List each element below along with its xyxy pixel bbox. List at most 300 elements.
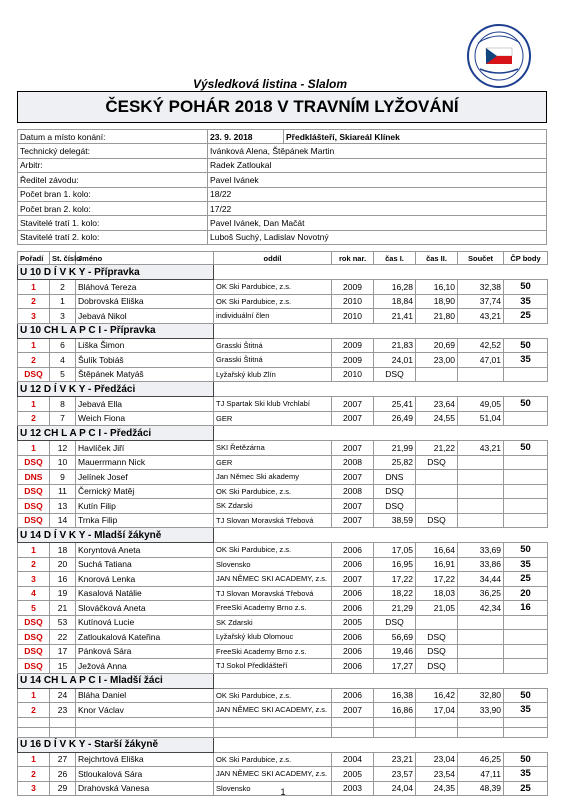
time-run-1: 21,29 <box>374 601 416 616</box>
info-value: 23. 9. 2018 <box>208 130 284 144</box>
table-row <box>18 338 548 353</box>
start-number: 12 <box>50 441 76 456</box>
start-number: 20 <box>50 557 76 572</box>
rank: 1 <box>18 338 50 353</box>
birth-year: 2005 <box>332 767 374 782</box>
club: Jan Němec Ski akademy <box>214 470 332 485</box>
time-run-2: 17,04 <box>416 703 458 718</box>
blank-cell <box>214 727 332 737</box>
time-run-1: 17,27 <box>374 659 416 674</box>
time-run-2: DSQ <box>416 513 458 528</box>
info-label: Počet bran 2. kolo: <box>18 201 208 215</box>
info-row <box>18 187 547 201</box>
table-row <box>18 644 548 659</box>
blank-cell <box>332 717 374 727</box>
time-run-1: DSQ <box>374 367 416 382</box>
table-row <box>18 557 548 572</box>
table-row <box>18 353 548 368</box>
cup-points: 50 <box>504 752 548 767</box>
results-table <box>17 251 548 796</box>
category-name: U 16 D Í V K Y - Starší žákyně <box>18 737 214 752</box>
time-run-1: 56,69 <box>374 630 416 645</box>
time-total <box>458 630 504 645</box>
birth-year: 2007 <box>332 470 374 485</box>
info-row <box>18 201 547 215</box>
time-total: 33,90 <box>458 703 504 718</box>
time-total <box>458 513 504 528</box>
cup-points: 50 <box>504 688 548 703</box>
athlete-name: Šulík Tobiáš <box>76 353 214 368</box>
time-total: 32,38 <box>458 280 504 295</box>
rank: 3 <box>18 309 50 324</box>
time-run-2: 21,05 <box>416 601 458 616</box>
time-total: 34,44 <box>458 572 504 587</box>
birth-year: 2010 <box>332 309 374 324</box>
table-row <box>18 470 548 485</box>
start-number: 17 <box>50 644 76 659</box>
category-name: U 12 CH L A P C I - Předžáci <box>18 426 214 441</box>
time-run-2: 16,42 <box>416 688 458 703</box>
blank-cell <box>214 717 332 727</box>
time-total: 36,25 <box>458 586 504 601</box>
category-header-row <box>18 265 548 280</box>
start-number: 14 <box>50 513 76 528</box>
athlete-name: Jebavá Ella <box>76 397 214 412</box>
category-name: U 12 D Í V K Y - Předžáci <box>18 382 214 397</box>
info-label: Technický delegát: <box>18 144 208 158</box>
rank: DSQ <box>18 513 50 528</box>
time-run-1: 21,83 <box>374 338 416 353</box>
athlete-name: Slováčková Aneta <box>76 601 214 616</box>
time-run-2: DSQ <box>416 659 458 674</box>
birth-year: 2006 <box>332 659 374 674</box>
time-run-2: 21,22 <box>416 441 458 456</box>
athlete-name: Knorová Lenka <box>76 572 214 587</box>
time-run-1: DSQ <box>374 615 416 630</box>
time-run-2: 18,90 <box>416 294 458 309</box>
cup-points <box>504 644 548 659</box>
category-spacer <box>214 737 548 752</box>
birth-year: 2007 <box>332 397 374 412</box>
athlete-name: Štěpánek Matyáš <box>76 367 214 382</box>
time-total: 43,21 <box>458 441 504 456</box>
column-header: Součet <box>458 252 504 265</box>
time-run-2: DSQ <box>416 644 458 659</box>
rank: 1 <box>18 397 50 412</box>
rank: 2 <box>18 411 50 426</box>
info-row <box>18 144 547 158</box>
info-label: Stavitelé tratí 1. kolo: <box>18 216 208 230</box>
time-run-1: 18,84 <box>374 294 416 309</box>
time-total: 43,21 <box>458 309 504 324</box>
blank-cell <box>76 727 214 737</box>
rank: 1 <box>18 441 50 456</box>
info-value: Pavel Ivánek <box>208 173 547 187</box>
category-header-row <box>18 737 548 752</box>
birth-year: 2007 <box>332 513 374 528</box>
time-run-1: 24,04 <box>374 781 416 796</box>
time-run-2: 24,55 <box>416 411 458 426</box>
start-number: 10 <box>50 455 76 470</box>
cup-points <box>504 411 548 426</box>
birth-year: 2003 <box>332 781 374 796</box>
blank-cell <box>18 727 50 737</box>
birth-year: 2006 <box>332 543 374 558</box>
club: GER <box>214 455 332 470</box>
start-number: 8 <box>50 397 76 412</box>
start-number: 5 <box>50 367 76 382</box>
info-label: Arbitr: <box>18 158 208 172</box>
rank: DSQ <box>18 615 50 630</box>
table-row <box>18 499 548 514</box>
time-total <box>458 499 504 514</box>
category-header-row <box>18 382 548 397</box>
table-row <box>18 294 548 309</box>
start-number: 1 <box>50 294 76 309</box>
athlete-name: Černický Matěj <box>76 484 214 499</box>
table-row <box>18 543 548 558</box>
time-total <box>458 367 504 382</box>
club: JAN NĚMEC SKI ACADEMY, z.s. <box>214 767 332 782</box>
athlete-name: Stloukalová Sára <box>76 767 214 782</box>
blank-cell <box>50 727 76 737</box>
cup-points: 50 <box>504 543 548 558</box>
birth-year: 2006 <box>332 630 374 645</box>
time-total <box>458 644 504 659</box>
blank-row <box>18 727 548 737</box>
table-row <box>18 309 548 324</box>
cup-points: 50 <box>504 441 548 456</box>
start-number: 11 <box>50 484 76 499</box>
club: OK Ski Pardubice, z.s. <box>214 294 332 309</box>
cup-points <box>504 499 548 514</box>
athlete-name: Trnka Filip <box>76 513 214 528</box>
club: SK Zdarski <box>214 615 332 630</box>
column-header: rok nar. <box>332 252 374 265</box>
blank-cell <box>18 717 50 727</box>
info-row <box>18 130 547 144</box>
birth-year: 2010 <box>332 367 374 382</box>
table-row <box>18 601 548 616</box>
info-value: 18/22 <box>208 187 547 201</box>
birth-year: 2008 <box>332 484 374 499</box>
category-name: U 10 CH L A P C I - Přípravka <box>18 323 214 338</box>
time-run-1: DNS <box>374 470 416 485</box>
birth-year: 2009 <box>332 280 374 295</box>
info-extra: Předklášteří, Skiareál Klínek <box>284 130 547 144</box>
time-run-2: 21,80 <box>416 309 458 324</box>
time-run-2: 16,64 <box>416 543 458 558</box>
time-run-2: DSQ <box>416 630 458 645</box>
table-row <box>18 367 548 382</box>
birth-year: 2006 <box>332 644 374 659</box>
cup-points <box>504 367 548 382</box>
cup-points <box>504 484 548 499</box>
race-info-table <box>17 129 547 245</box>
category-header-row <box>18 528 548 543</box>
athlete-name: Drahovská Vanesa <box>76 781 214 796</box>
time-run-2: 23,54 <box>416 767 458 782</box>
table-row <box>18 688 548 703</box>
rank: DNS <box>18 470 50 485</box>
time-total <box>458 470 504 485</box>
time-total: 47,01 <box>458 353 504 368</box>
info-value: 17/22 <box>208 201 547 215</box>
cup-points: 20 <box>504 586 548 601</box>
category-spacer <box>214 528 548 543</box>
athlete-name: Kutínová Lucie <box>76 615 214 630</box>
athlete-name: Zatloukalová Kateřina <box>76 630 214 645</box>
category-spacer <box>214 265 548 280</box>
table-row <box>18 630 548 645</box>
rank: 1 <box>18 280 50 295</box>
athlete-name: Rejchrtová Eliška <box>76 752 214 767</box>
cup-points <box>504 470 548 485</box>
time-run-1: 25,41 <box>374 397 416 412</box>
time-run-2: DSQ <box>416 455 458 470</box>
blank-row <box>18 717 548 727</box>
club: OK Ski Pardubice, z.s. <box>214 280 332 295</box>
time-total: 33,69 <box>458 543 504 558</box>
athlete-name: Mauerrmann Nick <box>76 455 214 470</box>
start-number: 6 <box>50 338 76 353</box>
club: FreeSki Academy Brno z.s. <box>214 644 332 659</box>
start-number: 53 <box>50 615 76 630</box>
start-number: 7 <box>50 411 76 426</box>
blank-cell <box>374 717 416 727</box>
club: OK Ski Pardubice, z.s. <box>214 484 332 499</box>
start-number: 29 <box>50 781 76 796</box>
info-value: Pavel Ivánek, Dan Mačát <box>208 216 547 230</box>
birth-year: 2009 <box>332 353 374 368</box>
club: OK Ski Pardubice, z.s. <box>214 688 332 703</box>
time-total: 37,74 <box>458 294 504 309</box>
time-run-2: 16,10 <box>416 280 458 295</box>
time-run-2: 23,64 <box>416 397 458 412</box>
category-name: U 14 CH L A P C I - Mladší žáci <box>18 673 214 688</box>
table-row <box>18 484 548 499</box>
club: SK Zdarski <box>214 499 332 514</box>
time-run-1: 21,41 <box>374 309 416 324</box>
start-number: 18 <box>50 543 76 558</box>
table-row <box>18 659 548 674</box>
start-number: 9 <box>50 470 76 485</box>
table-row <box>18 397 548 412</box>
time-run-2 <box>416 484 458 499</box>
club: OK Ski Pardubice, z.s. <box>214 543 332 558</box>
athlete-name: Kasalová Natálie <box>76 586 214 601</box>
time-total: 42,52 <box>458 338 504 353</box>
start-number: 23 <box>50 703 76 718</box>
time-run-1: 23,57 <box>374 767 416 782</box>
time-run-2: 23,04 <box>416 752 458 767</box>
rank: 1 <box>18 688 50 703</box>
club: GER <box>214 411 332 426</box>
birth-year: 2006 <box>332 557 374 572</box>
time-total: 47,11 <box>458 767 504 782</box>
club: TJ Slovan Moravská Třebová <box>214 513 332 528</box>
birth-year: 2007 <box>332 572 374 587</box>
time-run-2: 17,22 <box>416 572 458 587</box>
category-spacer <box>214 426 548 441</box>
rank: 5 <box>18 601 50 616</box>
table-row <box>18 572 548 587</box>
info-label: Ředitel závodu: <box>18 173 208 187</box>
time-total: 48,39 <box>458 781 504 796</box>
time-run-1: 24,01 <box>374 353 416 368</box>
category-spacer <box>214 323 548 338</box>
table-header-row <box>18 252 548 265</box>
time-run-1: 17,22 <box>374 572 416 587</box>
time-run-1: 18,22 <box>374 586 416 601</box>
birth-year: 2007 <box>332 499 374 514</box>
club: Grasski Štitná <box>214 353 332 368</box>
page-number: 1 <box>280 787 286 797</box>
time-run-1: 26,49 <box>374 411 416 426</box>
cup-points: 35 <box>504 294 548 309</box>
time-run-1: 16,95 <box>374 557 416 572</box>
column-header: St. číslo <box>50 252 76 265</box>
athlete-name: Jelínek Josef <box>76 470 214 485</box>
time-total: 42,34 <box>458 601 504 616</box>
rank: 4 <box>18 586 50 601</box>
time-total: 32,80 <box>458 688 504 703</box>
cup-points: 35 <box>504 703 548 718</box>
time-run-2: 23,00 <box>416 353 458 368</box>
rank: DSQ <box>18 644 50 659</box>
time-total <box>458 615 504 630</box>
start-number: 2 <box>50 280 76 295</box>
blank-cell <box>416 717 458 727</box>
rank: 3 <box>18 781 50 796</box>
cup-points: 25 <box>504 572 548 587</box>
rank: 2 <box>18 294 50 309</box>
table-row <box>18 767 548 782</box>
start-number: 26 <box>50 767 76 782</box>
time-run-2 <box>416 615 458 630</box>
rank: 1 <box>18 543 50 558</box>
birth-year: 2004 <box>332 752 374 767</box>
cup-points: 25 <box>504 309 548 324</box>
time-run-1: 17,05 <box>374 543 416 558</box>
time-run-2 <box>416 499 458 514</box>
time-total <box>458 455 504 470</box>
document-subtitle: Výsledková listina - Slalom <box>192 77 348 91</box>
birth-year: 2006 <box>332 601 374 616</box>
info-row <box>18 158 547 172</box>
start-number: 3 <box>50 309 76 324</box>
blank-cell <box>504 717 548 727</box>
rank: DSQ <box>18 455 50 470</box>
time-run-1: 21,99 <box>374 441 416 456</box>
category-name: U 10 D Í V K Y - Přípravka <box>18 265 214 280</box>
table-row <box>18 441 548 456</box>
table-row <box>18 752 548 767</box>
athlete-name: Bláha Daniel <box>76 688 214 703</box>
rank: DSQ <box>18 484 50 499</box>
athlete-name: Suchá Tatiana <box>76 557 214 572</box>
rank: DSQ <box>18 499 50 514</box>
time-run-2: 24,35 <box>416 781 458 796</box>
category-spacer <box>214 382 548 397</box>
start-number: 27 <box>50 752 76 767</box>
cup-points: 50 <box>504 397 548 412</box>
cup-points <box>504 455 548 470</box>
rank: 2 <box>18 767 50 782</box>
document-title: ČESKÝ POHÁR 2018 V TRAVNÍM LYŽOVÁNÍ <box>17 91 547 123</box>
birth-year: 2006 <box>332 688 374 703</box>
time-total: 49,05 <box>458 397 504 412</box>
info-row <box>18 173 547 187</box>
birth-year: 2008 <box>332 455 374 470</box>
time-run-2 <box>416 367 458 382</box>
athlete-name: Havlíček Jiří <box>76 441 214 456</box>
athlete-name: Koryntová Aneta <box>76 543 214 558</box>
birth-year: 2010 <box>332 294 374 309</box>
time-total <box>458 484 504 499</box>
start-number: 4 <box>50 353 76 368</box>
time-run-1: 16,38 <box>374 688 416 703</box>
rank: DSQ <box>18 630 50 645</box>
blank-cell <box>50 717 76 727</box>
club: TJ Slovan Moravská Třebová <box>214 586 332 601</box>
club: JAN NĚMEC SKI ACADEMY, z.s. <box>214 703 332 718</box>
cup-points: 16 <box>504 601 548 616</box>
athlete-name: Knor Václav <box>76 703 214 718</box>
birth-year: 2006 <box>332 586 374 601</box>
cup-points <box>504 630 548 645</box>
info-value: Luboš Suchý, Ladislav Novotný <box>208 230 547 244</box>
cup-points: 50 <box>504 280 548 295</box>
rank: 2 <box>18 557 50 572</box>
category-header-row <box>18 323 548 338</box>
time-run-1: DSQ <box>374 484 416 499</box>
start-number: 13 <box>50 499 76 514</box>
time-run-1: DSQ <box>374 499 416 514</box>
athlete-name: Ježová Anna <box>76 659 214 674</box>
category-spacer <box>214 673 548 688</box>
time-run-1: 16,86 <box>374 703 416 718</box>
cup-points <box>504 615 548 630</box>
athlete-name: Pánková Sára <box>76 644 214 659</box>
rank: 2 <box>18 703 50 718</box>
rank: 2 <box>18 353 50 368</box>
time-run-1: 23,21 <box>374 752 416 767</box>
blank-cell <box>76 717 214 727</box>
category-name: U 14 D Í V K Y - Mladší žákyně <box>18 528 214 543</box>
info-label: Počet bran 1. kolo: <box>18 187 208 201</box>
blank-cell <box>504 727 548 737</box>
rank: 1 <box>18 752 50 767</box>
column-header: Pořadí <box>18 252 50 265</box>
club: individuální člen <box>214 309 332 324</box>
category-header-row <box>18 673 548 688</box>
category-header-row <box>18 426 548 441</box>
info-value: Radek Zatloukal <box>208 158 547 172</box>
info-row <box>18 216 547 230</box>
time-total <box>458 659 504 674</box>
athlete-name: Jebavá Nikol <box>76 309 214 324</box>
athlete-name: Dobrovská Eliška <box>76 294 214 309</box>
birth-year: 2007 <box>332 703 374 718</box>
club: JAN NĚMEC SKI ACADEMY, z.s. <box>214 572 332 587</box>
column-header: čas I. <box>374 252 416 265</box>
blank-cell <box>332 727 374 737</box>
table-row <box>18 513 548 528</box>
cup-points: 25 <box>504 781 548 796</box>
time-total: 33,86 <box>458 557 504 572</box>
start-number: 24 <box>50 688 76 703</box>
